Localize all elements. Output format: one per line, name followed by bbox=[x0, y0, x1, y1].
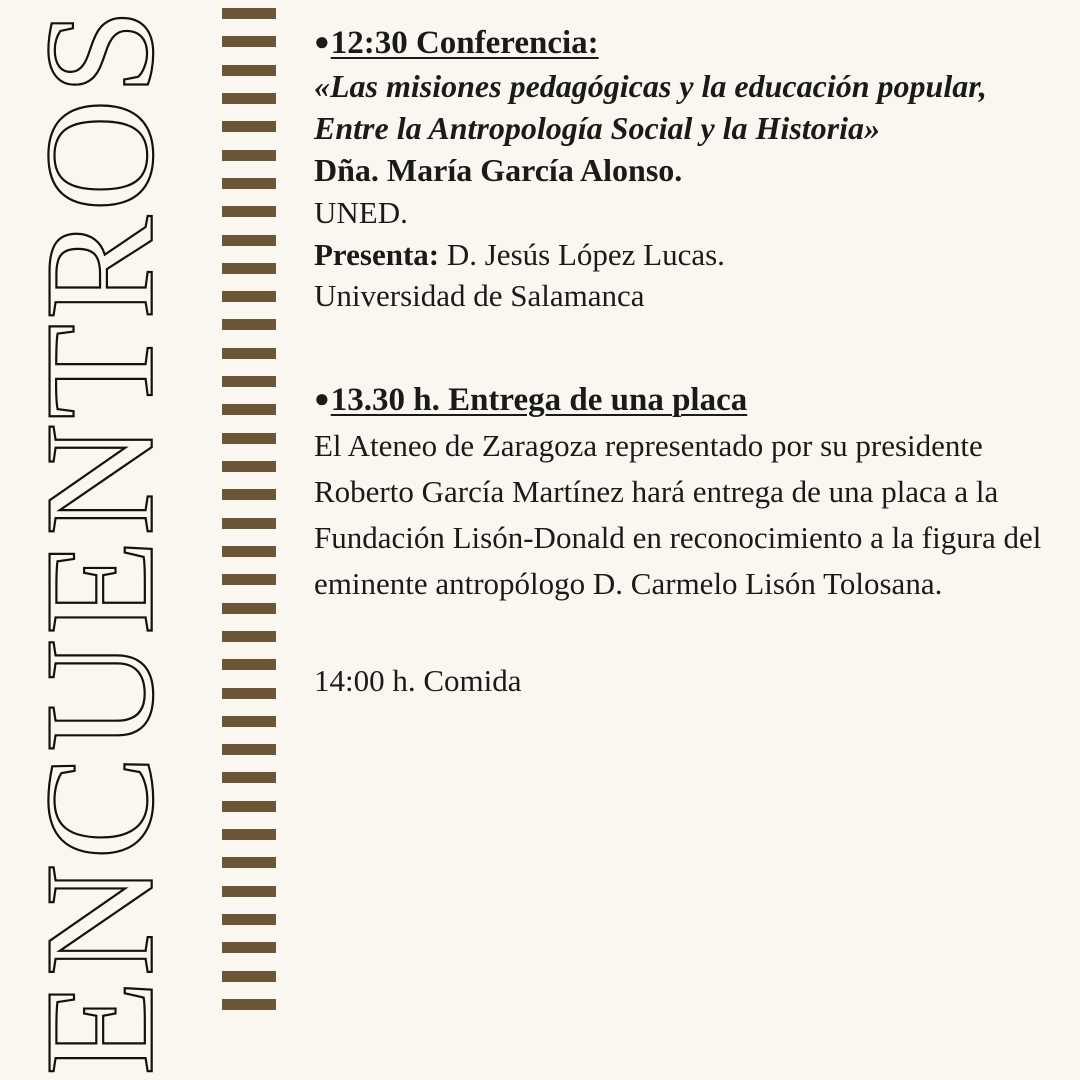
vertical-title-container bbox=[0, 0, 200, 1080]
ladder-rung bbox=[222, 999, 276, 1010]
bullet-icon: ● bbox=[314, 383, 331, 413]
ladder-rung bbox=[222, 829, 276, 840]
ladder-rung bbox=[222, 518, 276, 529]
session-presenter-line bbox=[314, 234, 1056, 276]
ladder-rung bbox=[222, 348, 276, 359]
ladder-rung bbox=[222, 291, 276, 302]
session-heading-text: 13.30 h. Entrega de una placa bbox=[330, 381, 748, 418]
ladder-rung bbox=[222, 36, 276, 47]
ladder-rung bbox=[222, 178, 276, 189]
ladder-rung bbox=[222, 433, 276, 444]
ladder-rung bbox=[222, 603, 276, 614]
ladder-rung bbox=[222, 263, 276, 274]
session-heading bbox=[314, 22, 1056, 64]
ladder-rung bbox=[222, 574, 276, 585]
session-title: «Las misiones pedagógicas y la educación popular, Entre la Antropología Social y la Historia» bbox=[314, 68, 987, 146]
ladder-rung bbox=[222, 688, 276, 699]
ladder-rung bbox=[222, 659, 276, 670]
ladder-rung bbox=[222, 461, 276, 472]
ladder-rung bbox=[222, 206, 276, 217]
closing-line: 14:00 h. Comida bbox=[314, 662, 522, 698]
session-block-conferencia bbox=[314, 22, 1056, 317]
session-body: El Ateneo de Zaragoza representado por su presidente Roberto García Martínez hará entrega de una placa a la Fundación Lisón-Donald en reconocimiento a la figura del eminente antropólogo D. Carmelo Lisón Tolosana. bbox=[314, 428, 1042, 601]
session-heading bbox=[314, 379, 1056, 421]
ladder-rung bbox=[222, 235, 276, 246]
presenter-label: Presenta: bbox=[314, 236, 440, 272]
ladder-rung bbox=[222, 489, 276, 500]
section-spacer bbox=[314, 607, 1056, 659]
ladder-rung bbox=[222, 914, 276, 925]
session-block-placa bbox=[314, 379, 1056, 607]
program-content bbox=[314, 22, 1056, 1052]
ladder-rung bbox=[222, 93, 276, 104]
ladder-rung bbox=[222, 121, 276, 132]
ladder-rung bbox=[222, 546, 276, 557]
ladder-rung bbox=[222, 801, 276, 812]
section-spacer bbox=[314, 317, 1056, 379]
ladder-rung bbox=[222, 942, 276, 953]
ladder-rung bbox=[222, 716, 276, 727]
ladder-rung bbox=[222, 319, 276, 330]
ladder-rung bbox=[222, 376, 276, 387]
ladder-rung bbox=[222, 150, 276, 161]
ladder-divider bbox=[222, 8, 276, 1010]
ladder-rung bbox=[222, 8, 276, 19]
ladder-rung bbox=[222, 65, 276, 76]
session-affiliation: UNED. bbox=[314, 195, 408, 231]
poster-vertical-title: ENCUENTROS bbox=[13, 4, 186, 1076]
ladder-rung bbox=[222, 744, 276, 755]
ladder-rung bbox=[222, 886, 276, 897]
session-speaker: Dña. María García Alonso. bbox=[314, 152, 683, 189]
session-heading-text: 12:30 Conferencia: bbox=[330, 25, 599, 61]
ladder-rung bbox=[222, 404, 276, 415]
ladder-rung bbox=[222, 857, 276, 868]
ladder-rung bbox=[222, 772, 276, 783]
ladder-rung bbox=[222, 631, 276, 642]
ladder-rung bbox=[222, 971, 276, 982]
bullet-icon: ● bbox=[314, 27, 331, 56]
presenter-affiliation: Universidad de Salamanca bbox=[314, 278, 645, 314]
presenter-name: D. Jesús López Lucas. bbox=[439, 236, 725, 272]
